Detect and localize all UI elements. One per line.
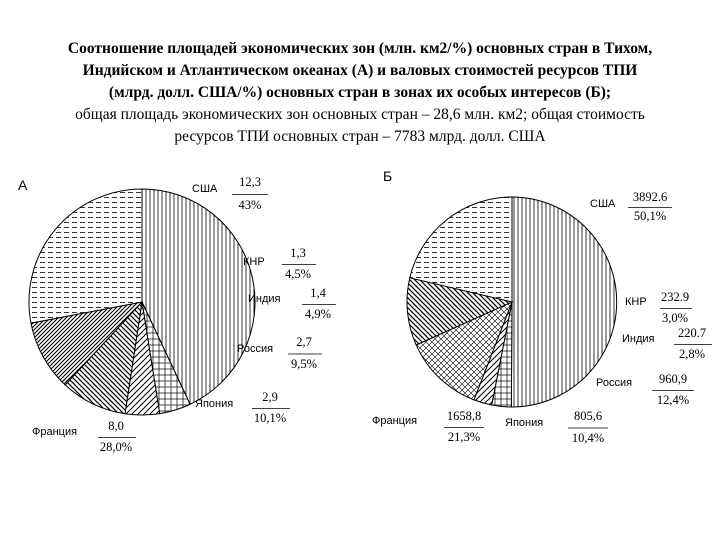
value-a-india: 1,4 bbox=[310, 286, 326, 300]
title-line-4: общая площадь экономических зон основных стран – 28,6 млн. км2; общая стоимость bbox=[75, 106, 645, 123]
slice-b-usa bbox=[511, 197, 616, 407]
percent-b-france: 21,3% bbox=[447, 430, 481, 444]
panel-label-b: Б bbox=[383, 168, 393, 184]
label-b-china: КНР bbox=[625, 296, 647, 308]
value-b-china: 232.9 bbox=[660, 290, 690, 304]
percent-b-usa: 50,1% bbox=[633, 209, 667, 223]
value-b-usa: 3892.6 bbox=[632, 190, 668, 204]
value-b-japan: 805,6 bbox=[573, 409, 603, 423]
value-b-france: 1658,8 bbox=[446, 409, 482, 423]
label-b-russia: Россия bbox=[596, 377, 633, 389]
percent-a-china: 4,5% bbox=[284, 267, 312, 281]
label-a-india: Индия bbox=[248, 293, 281, 305]
percent-b-india: 2,8% bbox=[678, 347, 706, 361]
label-b-france: Франция bbox=[372, 415, 418, 427]
percent-a-india: 4,9% bbox=[304, 307, 332, 321]
percent-b-china: 3,0% bbox=[661, 311, 689, 325]
percent-a-usa: 43% bbox=[238, 198, 262, 212]
label-b-japan: Япония bbox=[505, 417, 544, 429]
value-a-france: 8,0 bbox=[108, 419, 124, 433]
value-a-japan: 2,9 bbox=[262, 390, 278, 404]
percent-a-japan: 10,1% bbox=[253, 411, 287, 425]
title-line-1: Соотношение площадей экономических зон (млн. км2/%) основных стран в Тихом, bbox=[67, 40, 653, 57]
slice-a-france bbox=[29, 189, 142, 323]
percent-b-japan: 10,4% bbox=[571, 431, 605, 445]
value-a-china: 1,3 bbox=[290, 246, 306, 260]
pie-chart-b bbox=[407, 197, 617, 407]
label-a-france: Франция bbox=[32, 426, 78, 438]
title-line-5: ресурсов ТПИ основных стран – 7783 млрд. долл. США bbox=[174, 128, 546, 145]
percent-a-russia: 9,5% bbox=[290, 357, 318, 371]
value-a-usa: 12,3 bbox=[239, 175, 261, 189]
title-line-2: Индийском и Атлантическом океанах (А) и валовых стоимостей ресурсов ТПИ bbox=[82, 62, 638, 79]
value-a-russia: 2,7 bbox=[296, 335, 312, 349]
title-line-3: (млрд. долл. США/%) основных стран в зонах их особых интересов (Б); bbox=[108, 84, 612, 101]
label-a-usa: США bbox=[192, 183, 218, 195]
label-a-russia: Россия bbox=[237, 343, 274, 355]
label-a-japan: Япония bbox=[195, 398, 234, 410]
label-b-india: Индия bbox=[622, 333, 655, 345]
value-b-russia: 960,9 bbox=[658, 372, 688, 386]
panel-label-a: А bbox=[18, 177, 28, 193]
percent-b-russia: 12,4% bbox=[656, 393, 690, 407]
label-b-usa: США bbox=[590, 198, 616, 210]
pie-chart-a bbox=[29, 189, 255, 415]
percent-a-france: 28,0% bbox=[99, 440, 133, 454]
value-b-india: 220.7 bbox=[677, 326, 707, 340]
label-a-china: КНР bbox=[243, 256, 265, 268]
